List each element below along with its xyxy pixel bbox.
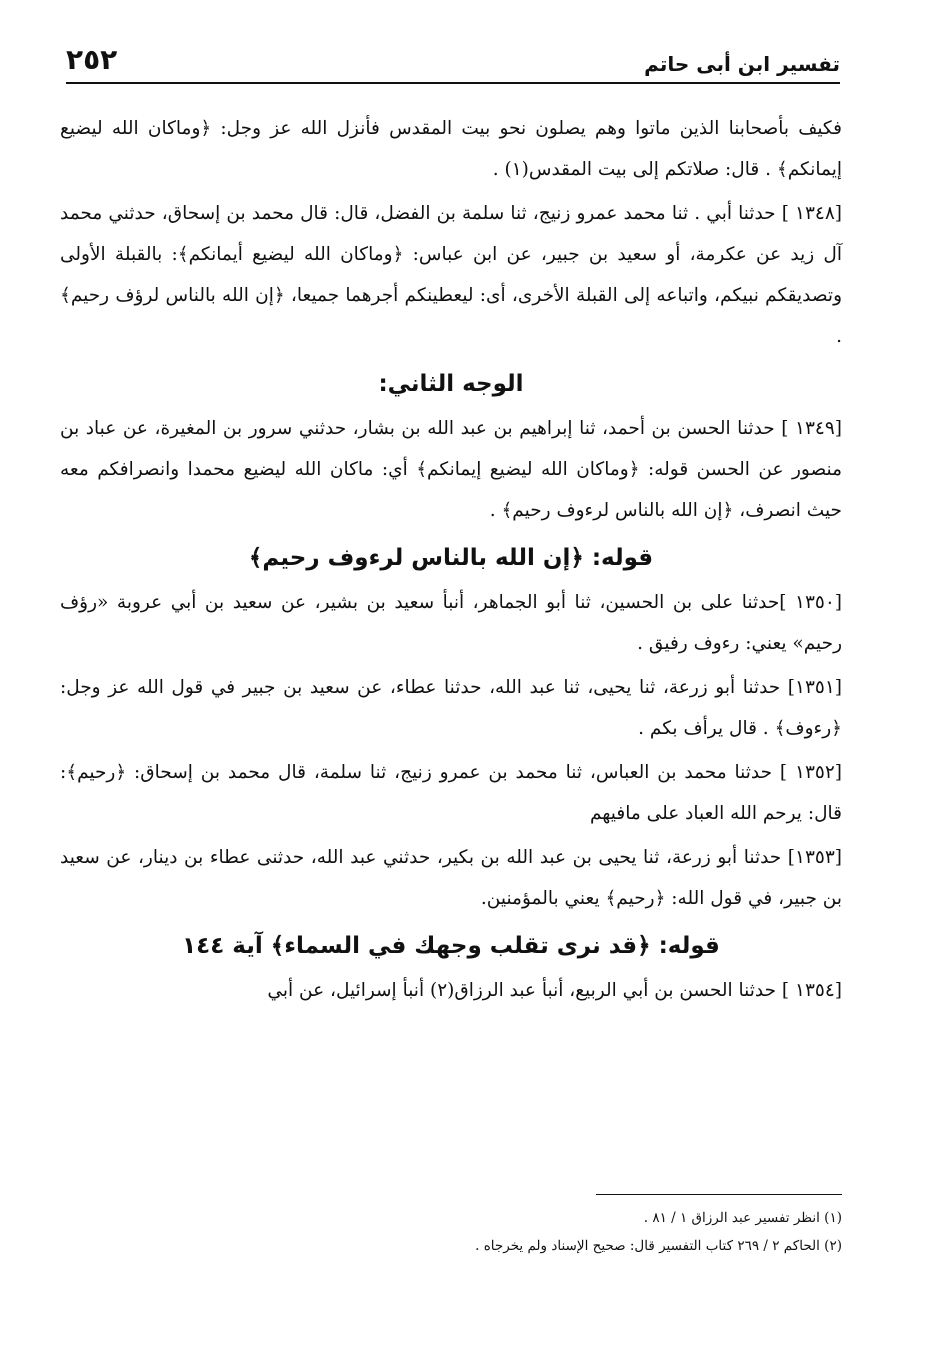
footnote-divider [596,1194,842,1195]
main-text [60,108,842,1014]
book-title: تفسير ابن أبى حاتم [644,52,840,76]
verse-heading: قوله: ﴿إن الله بالناس لرءوف رحيم﴾ [248,545,654,571]
footnote: (١) انظر تفسير عبد الرزاق ١ / ٨١ . [643,1210,842,1226]
hadith-1351: [١٣٥١] حدثنا أبو زرعة، ثنا يحيى، ثنا عبد الله، حدثنا عطاء، عن سعيد بن جبير في قول الله عز وجل: ﴿رءوف﴾ . قال يرأف بكم . [60,677,842,739]
hadith-1349: [١٣٤٩ ] حدثنا الحسن بن أحمد، ثنا إبراهيم بن عبد الله بن بشار، حدثني سرور بن المغيرة، عن عباد بن منصور عن الحسن قوله: ﴿وماكان الله ليضيع إيمانكم﴾ أي: ماكان الله ليضيع محمدا وانصرافكم معه حيث انصرف، ﴿إن الله بالناس لرءوف رحيم﴾ . [60,418,842,521]
hadith-1352: [١٣٥٢ ] حدثنا محمد بن العباس، ثنا محمد بن عمرو زنيج، ثنا سلمة، قال محمد بن إسحاق: ﴿رحيم﴾: قال: يرحم الله العباد على مافيهم [60,762,842,824]
footnotes [66,1204,842,1260]
hadith-1354: [١٣٥٤ ] حدثنا الحسن بن أبي الربيع، أنبأ عبد الرزاق(٢) أنبأ إسرائيل، عن أبي [267,980,842,1001]
hadith-1348: [١٣٤٨ ] حدثنا أبي . ثنا محمد عمرو زنيج، ثنا سلمة بن الفضل، قال: قال محمد بن إسحاق، حدثني محمد آل زيد عن عكرمة، أو سعيد بن جبير، عن ابن عباس: ﴿وماكان الله ليضيع أيمانكم﴾: بالقبلة الأولى وتصديقكم نبيكم، واتباعه إلى القبلة الأخرى، أى: ليعطينكم أجرهما جميعا، ﴿إن الله بالناس لرؤف رحيم﴾ . [60,203,842,347]
footnote: (٢) الحاكم ٢ / ٢٦٩ كتاب التفسير قال: صحيح الإسناد ولم يخرجاه . [475,1238,842,1254]
hadith-1353: [١٣٥٣] حدثنا أبو زرعة، ثنا يحيى بن عبد الله بن بكير، حدثني عبد الله، حدثنى عطاء بن دينار، عن سعيد بن جبير، في قول الله: ﴿رحيم﴾ يعني بالمؤمنين. [60,847,842,909]
page-number: ٢٥٢ [66,43,118,76]
verse-heading: قوله: ﴿قد نرى تقلب وجهك في السماء﴾ آية ١٤٤ [182,933,720,959]
section-heading: الوجه الثاني: [378,371,524,397]
page-header [66,38,840,84]
paragraph: فكيف بأصحابنا الذين ماتوا وهم يصلون نحو بيت المقدس فأنزل الله عز وجل: ﴿وماكان الله ليضيع إيمانكم﴾ . قال: صلاتكم إلى بيت المقدس(١) . [60,118,842,180]
hadith-1350: [١٣٥٠ ]حدثنا على بن الحسين، ثنا أبو الجماهر، أنبأ سعيد بن بشير، عن سعيد بن أبي عروبة «رؤف رحيم» يعني: رءوف رفيق . [60,592,842,654]
